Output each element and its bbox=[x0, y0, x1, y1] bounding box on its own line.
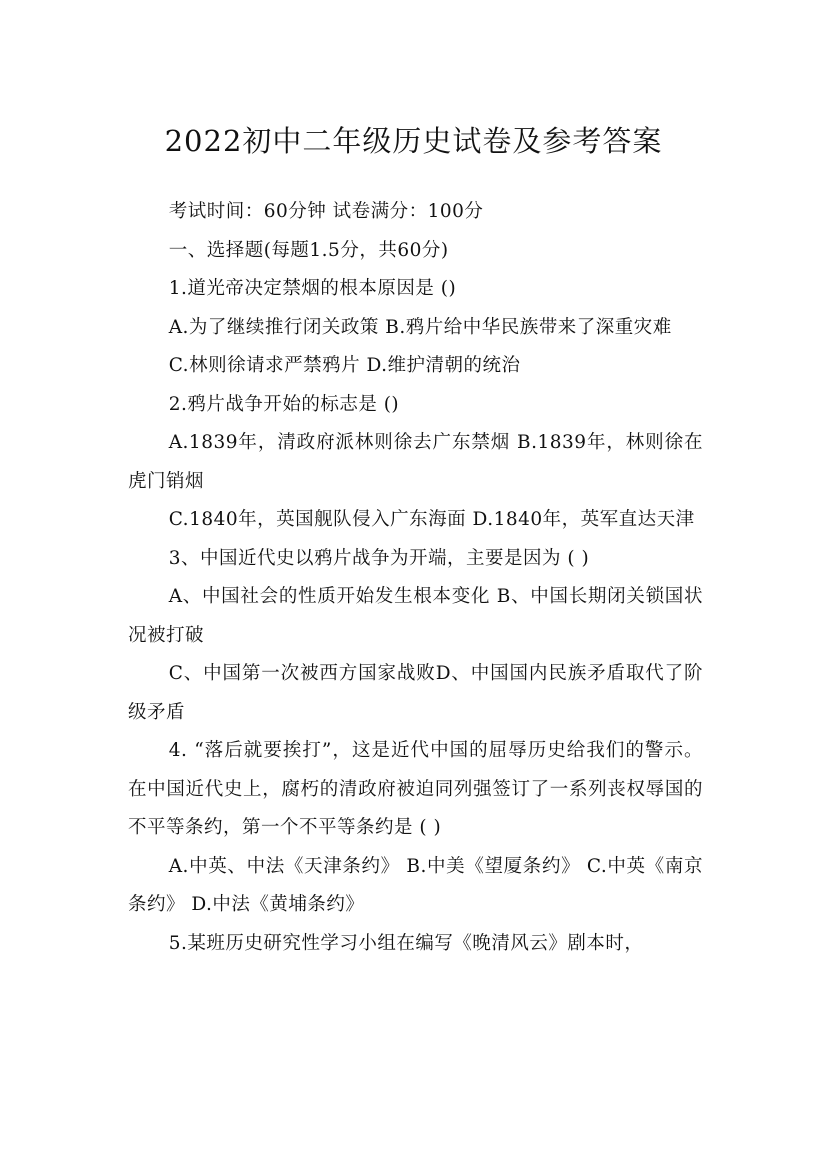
question-3: 3、中国近代史以鸦片战争为开端，主要是因为 ( ) bbox=[168, 547, 590, 569]
document-body bbox=[128, 193, 703, 963]
exam-info: 考试时间：60分钟 试卷满分：100分 bbox=[168, 201, 484, 222]
question-1: 1.道光帝决定禁烟的根本原因是 () bbox=[168, 278, 457, 299]
question-2-options-ab: A.1839年，清政府派林则徐去广东禁烟 B.1839年，林则徐在虎门销烟 bbox=[128, 432, 703, 492]
question-1-options-cd: C.林则徐请求严禁鸦片 D.维护清朝的统治 bbox=[168, 355, 521, 376]
question-2-options-cd: C.1840年，英国舰队侵入广东海面 D.1840年，英军直达天津 bbox=[168, 509, 695, 530]
question-1-options-ab: A.为了继续推行闭关政策 B.鸦片给中华民族带来了深重灾难 bbox=[168, 316, 672, 338]
question-3-options-ab: A、中国社会的性质开始发生根本变化 B、中国长期闭关锁国状况被打破 bbox=[128, 586, 703, 646]
question-5: 5.某班历史研究性学习小组在编写《晚清风云》剧本时， bbox=[168, 932, 644, 954]
section-heading: 一、选择题(每题1.5分，共60分) bbox=[168, 239, 449, 261]
question-3-options-cd: C、中国第一次被西方国家战败D、中国国内民族矛盾取代了阶级矛盾 bbox=[128, 663, 703, 723]
question-4-options: A.中英、中法《天津条约》 B.中美《望厦条约》 C.中英《南京条约》 D.中法《黄埔条约》 bbox=[128, 855, 703, 915]
question-4: 4. “落后就要挨打”，这是近代中国的屈辱历史给我们的警示。在中国近代史上，腐朽的清政府被迫同列强签订了一系列丧权辱国的不平等条约，第一个不平等条约是 ( ) bbox=[128, 740, 703, 838]
document-title: 2022初中二年级历史试卷及参考答案 bbox=[164, 124, 663, 159]
question-2: 2.鸦片战争开始的标志是 () bbox=[168, 393, 400, 415]
